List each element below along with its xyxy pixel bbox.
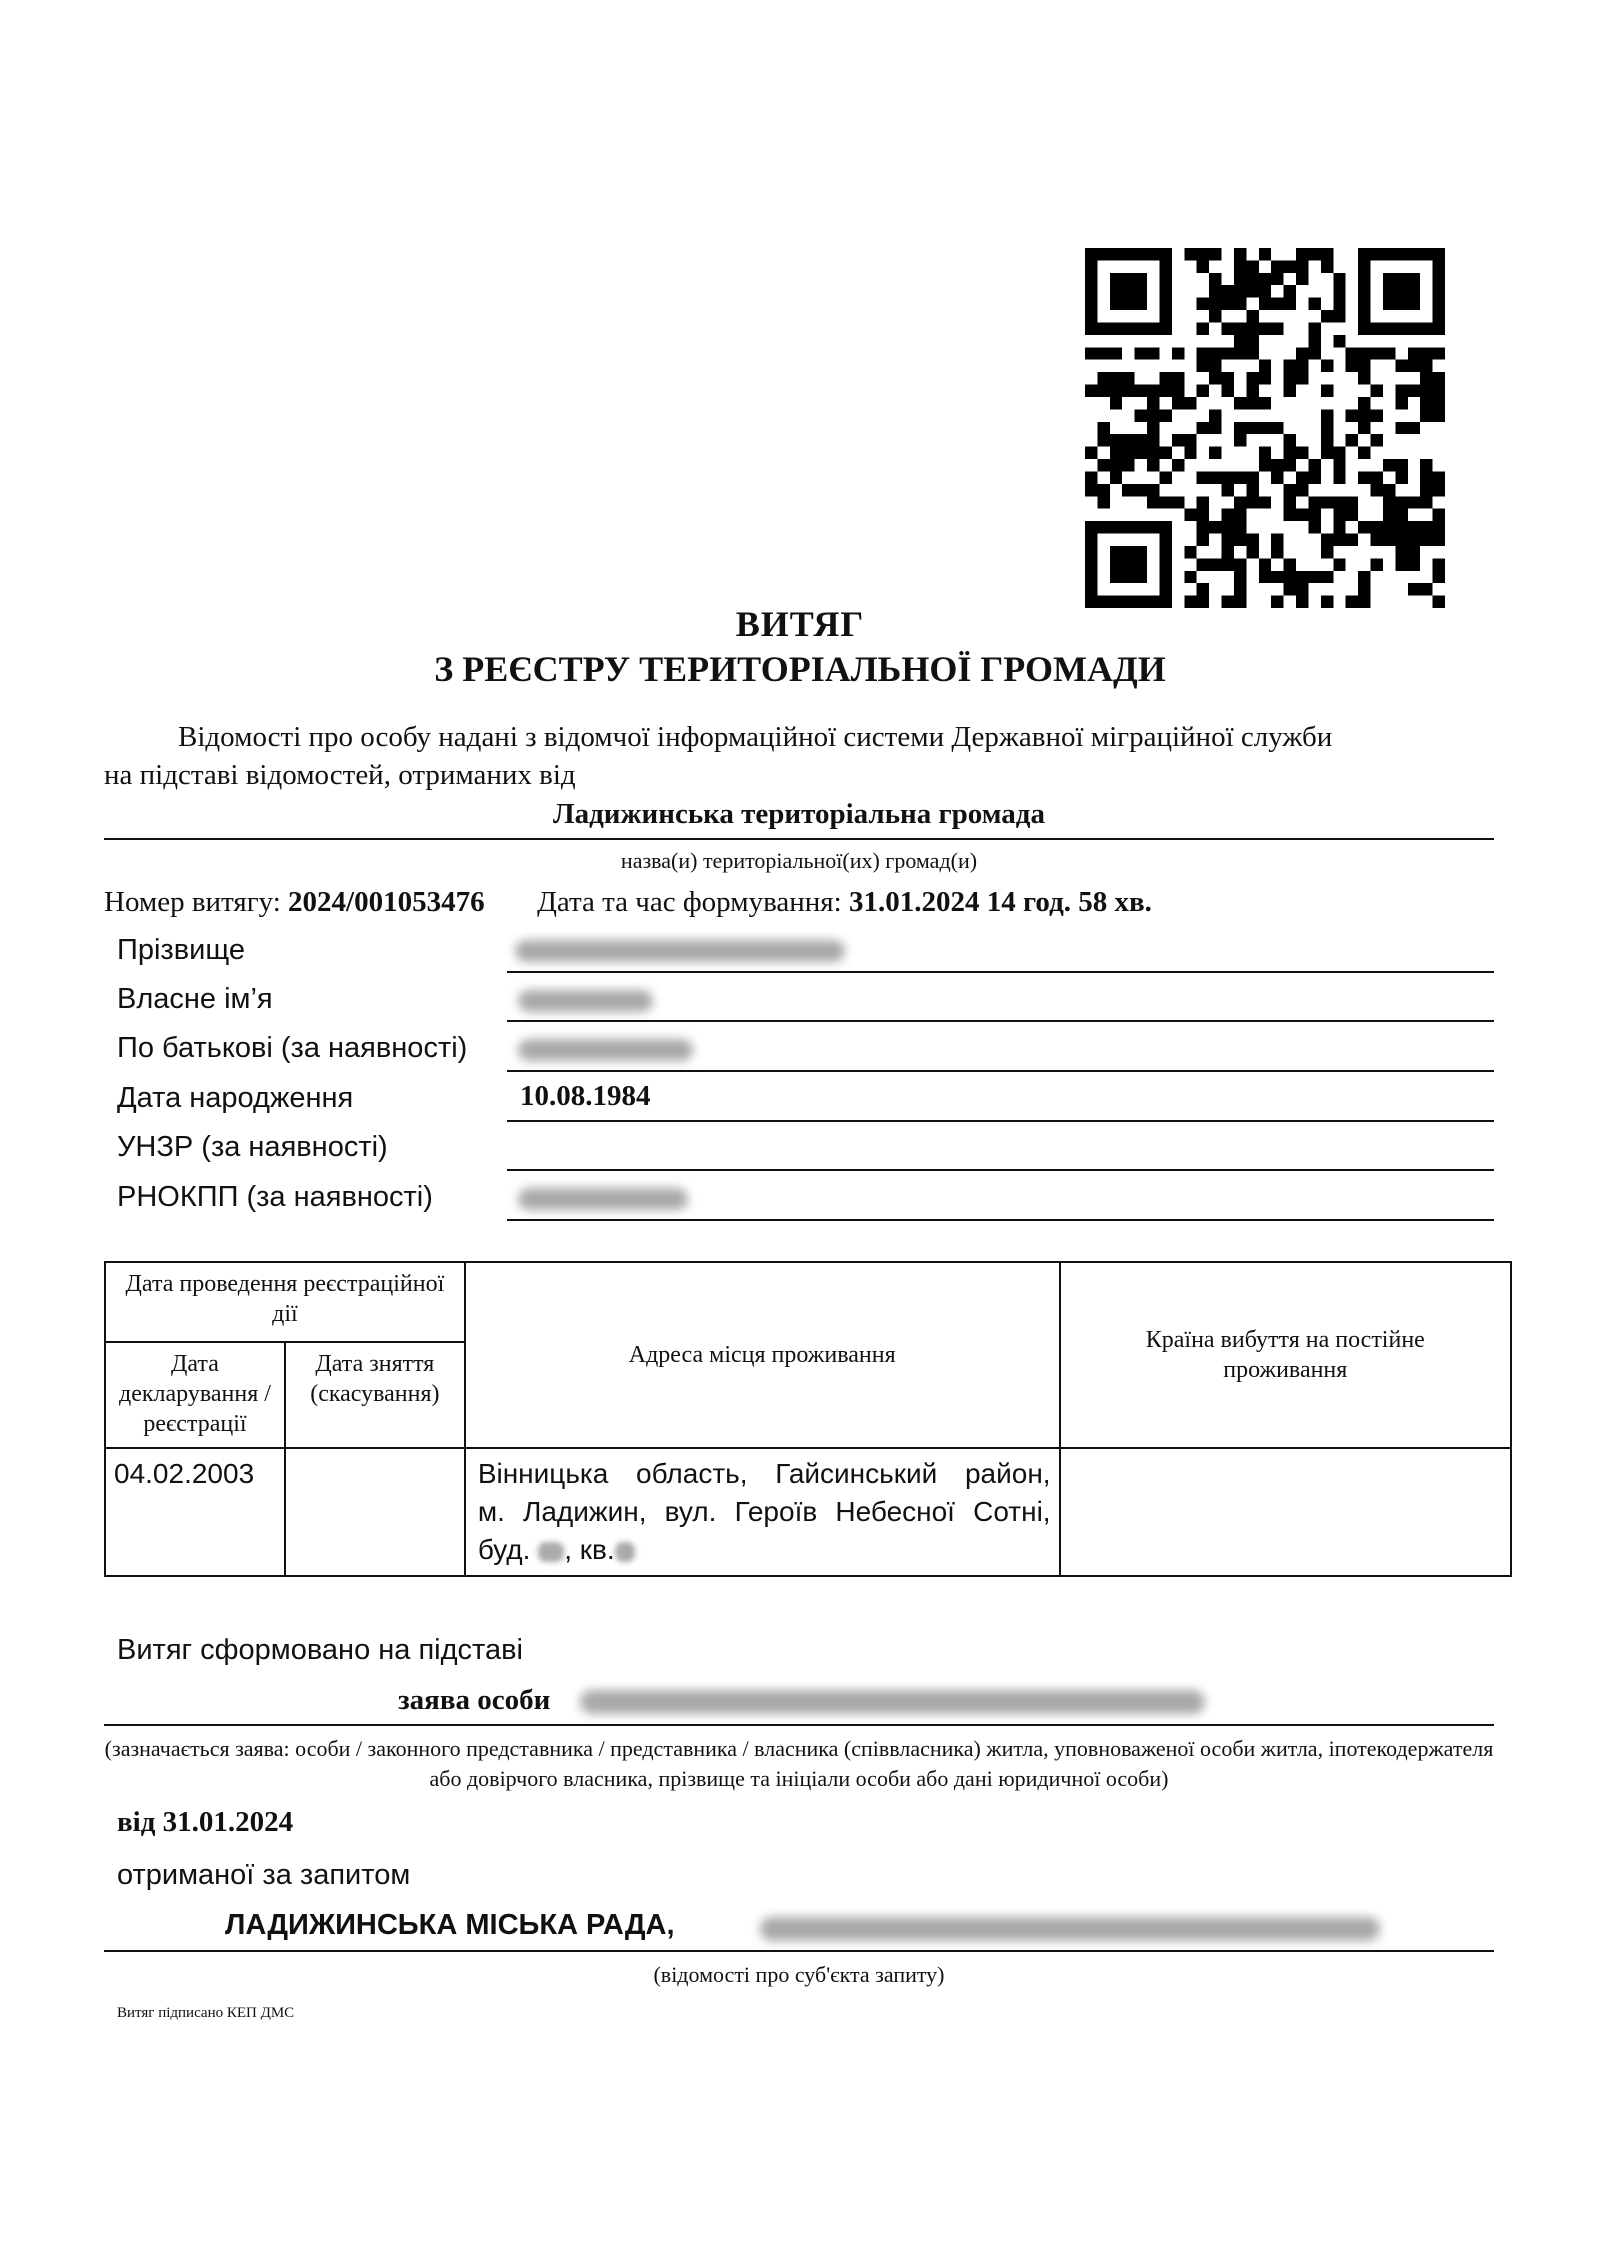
declared-date: 04.02.2003: [105, 1448, 285, 1576]
formed-at: 31.01.2024 14 год. 58 хв.: [848, 886, 1152, 918]
subject-caption: (відомості про суб'єкта запиту): [653, 1962, 945, 1987]
unzr-underline: [507, 1169, 1494, 1171]
address-line-1: Вінницька область, Гайсинський район,: [477, 1458, 1051, 1489]
name-underline: [507, 1020, 1494, 1022]
header-registration-date: Дата проведення реєстраційної дії: [105, 1262, 465, 1342]
document-title: ВИТЯГ: [735, 604, 865, 644]
application-note: (зазначається заява: особи / законного представника / представника / власника (співвласника) житла, уповноваженої особи житла, іпотекодержателя або довірчого власника, прізвище та ініціали особи або дані юридичної особи): [104, 1736, 1494, 1791]
council-name: ЛАДИЖИНСЬКА МІСЬКА РАДА,: [225, 1909, 675, 1941]
patronymic-label: По батькові (за наявності): [117, 1032, 468, 1064]
rnokpp-underline: [507, 1219, 1494, 1221]
surname-label: Прізвище: [117, 934, 245, 966]
redacted-building: [538, 1542, 564, 1562]
unzr-label: УНЗР (за наявності): [117, 1131, 388, 1163]
redacted-patronymic: [518, 1039, 693, 1061]
header-removed-date: Дата зняття (скасування): [285, 1342, 465, 1448]
extract-number: 2024/001053476: [288, 886, 485, 918]
qr-code: [1085, 248, 1445, 608]
council-underline: [104, 1950, 1494, 1952]
address-line-3: буд. , кв.: [478, 1531, 1051, 1569]
signature-note: Витяг підписано КЕП ДМС: [117, 2005, 295, 2021]
redacted-name: [518, 990, 653, 1012]
application-underline: [104, 1724, 1494, 1726]
birth-date-underline: [507, 1120, 1494, 1122]
address-line-2: м. Ладижин, вул. Героїв Небесної Сотні,: [477, 1496, 1051, 1527]
table-row: [105, 1448, 1511, 1576]
redacted-requester: [760, 1917, 1380, 1941]
header-declared-date: Дата декларування /реєстрації: [105, 1342, 285, 1448]
redacted-rnokpp: [518, 1188, 688, 1210]
received-label: отриманої за запитом: [117, 1859, 411, 1891]
divider: [104, 838, 1494, 840]
surname-underline: [507, 971, 1494, 973]
redacted-apartment: [615, 1542, 635, 1562]
intro-text: Відомості про особу надані з відомчої інформаційної системи Державної міграційної служби на підставі відомостей, отриманих від: [104, 721, 1333, 791]
redacted-applicant: [580, 1690, 1205, 1714]
name-label: Власне ім’я: [117, 983, 273, 1015]
document-subtitle: З РЕЄСТРУ ТЕРИТОРІАЛЬНОЇ ГРОМАДИ: [434, 649, 1166, 689]
registration-table: [104, 1261, 1512, 1577]
extract-number-line: Номер витягу: 2024/001053476 Дата та час формування: 31.01.2024 14 год. 58 хв.: [104, 886, 1152, 918]
rnokpp-label: РНОКПП (за наявності): [117, 1181, 433, 1213]
community-name: Ладижинська територіальна громада: [553, 798, 1045, 830]
removed-date: [285, 1448, 465, 1576]
basis-label: Витяг сформовано на підставі: [117, 1634, 523, 1666]
birth-date: 10.08.1984: [520, 1080, 651, 1112]
country-cell: [1060, 1448, 1511, 1576]
birth-date-label: Дата народження: [117, 1082, 354, 1114]
header-address: Адреса місця проживання: [465, 1262, 1060, 1448]
header-country: Країна вибуття на постійне проживання: [1060, 1262, 1511, 1448]
patronymic-underline: [507, 1070, 1494, 1072]
application-date: від 31.01.2024: [117, 1806, 294, 1838]
application-label: заява особи: [398, 1684, 551, 1716]
community-caption: назва(и) територіальної(их) громад(и): [620, 848, 978, 873]
address-cell: [465, 1448, 1060, 1576]
redacted-surname: [515, 940, 845, 962]
